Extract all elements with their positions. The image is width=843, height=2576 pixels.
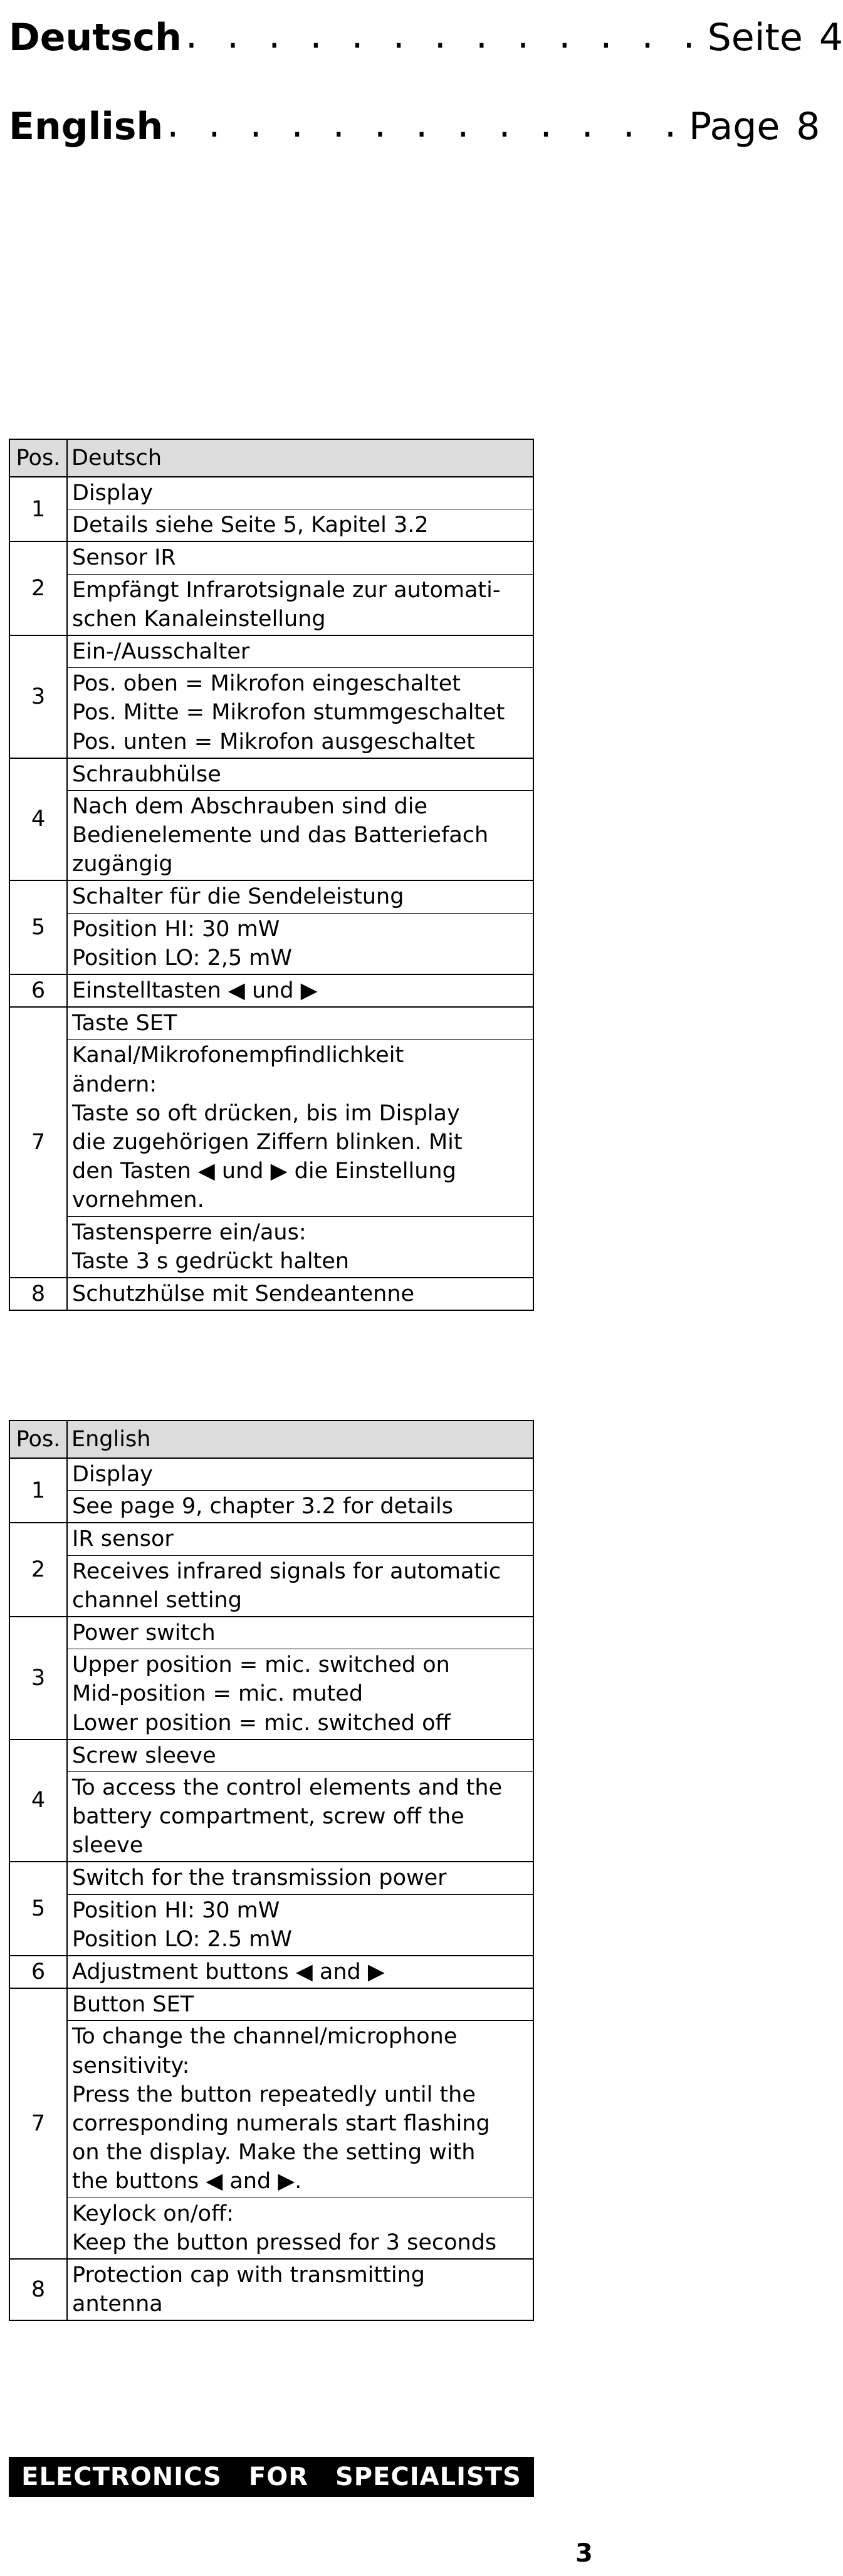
table-row (9, 477, 533, 541)
table-row (9, 1739, 533, 1862)
position-number: 8 (9, 1278, 67, 1310)
description-cell (67, 2259, 533, 2320)
item-title: Schutzhülse mit Sendeantenne (72, 1281, 415, 1306)
toc-page-ref (707, 16, 843, 60)
toc-page-word: Seite (707, 16, 803, 60)
table-row (9, 880, 533, 974)
item-title: Display (72, 481, 154, 506)
description-cell (67, 1278, 533, 1310)
position-number: 8 (9, 2259, 67, 2320)
toc-page-number: 8 (796, 105, 820, 149)
item-title: Ein-/Ausschalter (72, 639, 250, 664)
item-title: Taste SET (72, 1011, 177, 1036)
table-row (9, 635, 533, 758)
table-row (9, 1007, 533, 1278)
table-row (9, 1862, 533, 1956)
position-number: 6 (9, 974, 67, 1007)
item-description: Details siehe Seite 5, Kapitel 3.2 (68, 509, 533, 541)
item-title: Display (72, 1462, 154, 1487)
header-pos: Pos. (9, 1421, 67, 1458)
description-cell (67, 880, 533, 974)
position-number: 3 (9, 1617, 67, 1739)
position-number: 4 (9, 758, 67, 881)
description-cell (67, 1523, 533, 1617)
position-number: 6 (9, 1956, 67, 1988)
position-number: 4 (9, 1739, 67, 1862)
item-description: Keylock on/off: Keep the button pressed for 3 seconds (68, 2198, 533, 2258)
table-header-row (9, 439, 533, 477)
item-description: Nach dem Abschrauben sind die Bedienelemente und das Batteriefach zugängig (68, 790, 533, 880)
item-title: Schalter für die Sendeleistung (72, 884, 404, 910)
item-title: Power switch (72, 1620, 216, 1645)
position-number: 2 (9, 1523, 67, 1617)
description-cell (67, 1956, 533, 1988)
table-row (9, 1988, 533, 2259)
header-pos: Pos. (9, 439, 67, 477)
parts-table-english (9, 1420, 534, 2321)
item-description: See page 9, chapter 3.2 for details (68, 1490, 533, 1522)
item-title: Button SET (72, 1992, 194, 2018)
toc-leader-dots: . . . . . . . . . . . . . (167, 102, 686, 146)
position-number: 2 (9, 541, 67, 635)
description-cell (67, 758, 533, 881)
item-title: Schraubhülse (72, 761, 221, 787)
page-number: 3 (575, 2539, 593, 2568)
table-row (9, 1278, 533, 1310)
item-title: Adjustment buttons ◀ and ▶ (72, 1959, 385, 1984)
table-row (9, 2259, 533, 2320)
position-number: 5 (9, 880, 67, 974)
table-row (9, 758, 533, 881)
description-cell (67, 1862, 533, 1956)
table-row (9, 1617, 533, 1739)
description-cell (67, 1458, 533, 1523)
item-title: Switch for the transmission power (72, 1865, 447, 1891)
item-description: Kanal/Mikrofonempfindlichkeit ändern: Taste so oft drücken, bis im Display die zugehörigen Ziffern blinken. Mit den Tasten ◀ und ▶ die Einstellung vornehmen. (68, 1039, 533, 1216)
description-cell (67, 1007, 533, 1278)
table-header-row (9, 1421, 533, 1458)
description-cell (67, 541, 533, 635)
description-cell (67, 477, 533, 541)
position-number: 7 (9, 1007, 67, 1278)
item-description: To change the channel/microphone sensitivity: Press the button repeatedly until the corresponding numerals start flashing on the display. Make the setting with the buttons ◀ and ▶. (68, 2020, 533, 2197)
item-description: Receives infrared signals for automatic channel setting (68, 1555, 533, 1616)
position-number: 1 (9, 477, 67, 541)
description-cell (67, 1617, 533, 1739)
item-description: To access the control elements and the battery compartment, screw off the sleeve (68, 1771, 533, 1862)
item-description: Pos. oben = Mikrofon eingeschaltet Pos. Mitte = Mikrofon stummgeschaltet Pos. unten = Mikrofon ausgeschaltet (68, 667, 533, 758)
item-description: Position HI: 30 mW Position LO: 2,5 mW (68, 913, 533, 974)
footer-slogan-bar: ELECTRONICS FOR SPECIALISTS (9, 2457, 534, 2497)
item-description: Tastensperre ein/aus: Taste 3 s gedrückt halten (68, 1216, 533, 1277)
item-title: Protection cap with transmitting antenna (72, 2262, 425, 2317)
description-cell (67, 1988, 533, 2259)
item-description: Empfängt Infrarotsignale zur automati- schen Kanaleinstellung (68, 574, 533, 635)
header-language: Deutsch (67, 439, 533, 477)
table-row (9, 974, 533, 1007)
parts-table-deutsch (9, 439, 534, 1311)
position-number: 1 (9, 1458, 67, 1523)
toc-page-number: 4 (819, 16, 843, 60)
position-number: 5 (9, 1862, 67, 1956)
item-title: Sensor IR (72, 545, 176, 571)
item-description: Position HI: 30 mW Position LO: 2.5 mW (68, 1894, 533, 1955)
toc-leader-dots: . . . . . . . . . . . . . (185, 13, 704, 57)
position-number: 3 (9, 635, 67, 758)
description-cell (67, 974, 533, 1007)
description-cell (67, 1739, 533, 1862)
item-description: Upper position = mic. switched on Mid-position = mic. muted Lower position = mic. switched off (68, 1649, 533, 1739)
description-cell (67, 635, 533, 758)
table-row (9, 541, 533, 635)
item-title: Screw sleeve (72, 1743, 216, 1768)
toc-language: English (9, 105, 164, 149)
header-language: English (67, 1421, 533, 1458)
toc-page-ref (689, 105, 820, 149)
table-row (9, 1956, 533, 1988)
item-title: IR sensor (72, 1526, 174, 1552)
item-title: Einstelltasten ◀ und ▶ (72, 978, 318, 1003)
table-row (9, 1458, 533, 1523)
toc-entry-deutsch (9, 9, 843, 60)
position-number: 7 (9, 1988, 67, 2259)
toc-page-word: Page (689, 105, 780, 149)
toc-language: Deutsch (9, 16, 182, 60)
toc-entry-english (9, 98, 820, 149)
table-row (9, 1523, 533, 1617)
